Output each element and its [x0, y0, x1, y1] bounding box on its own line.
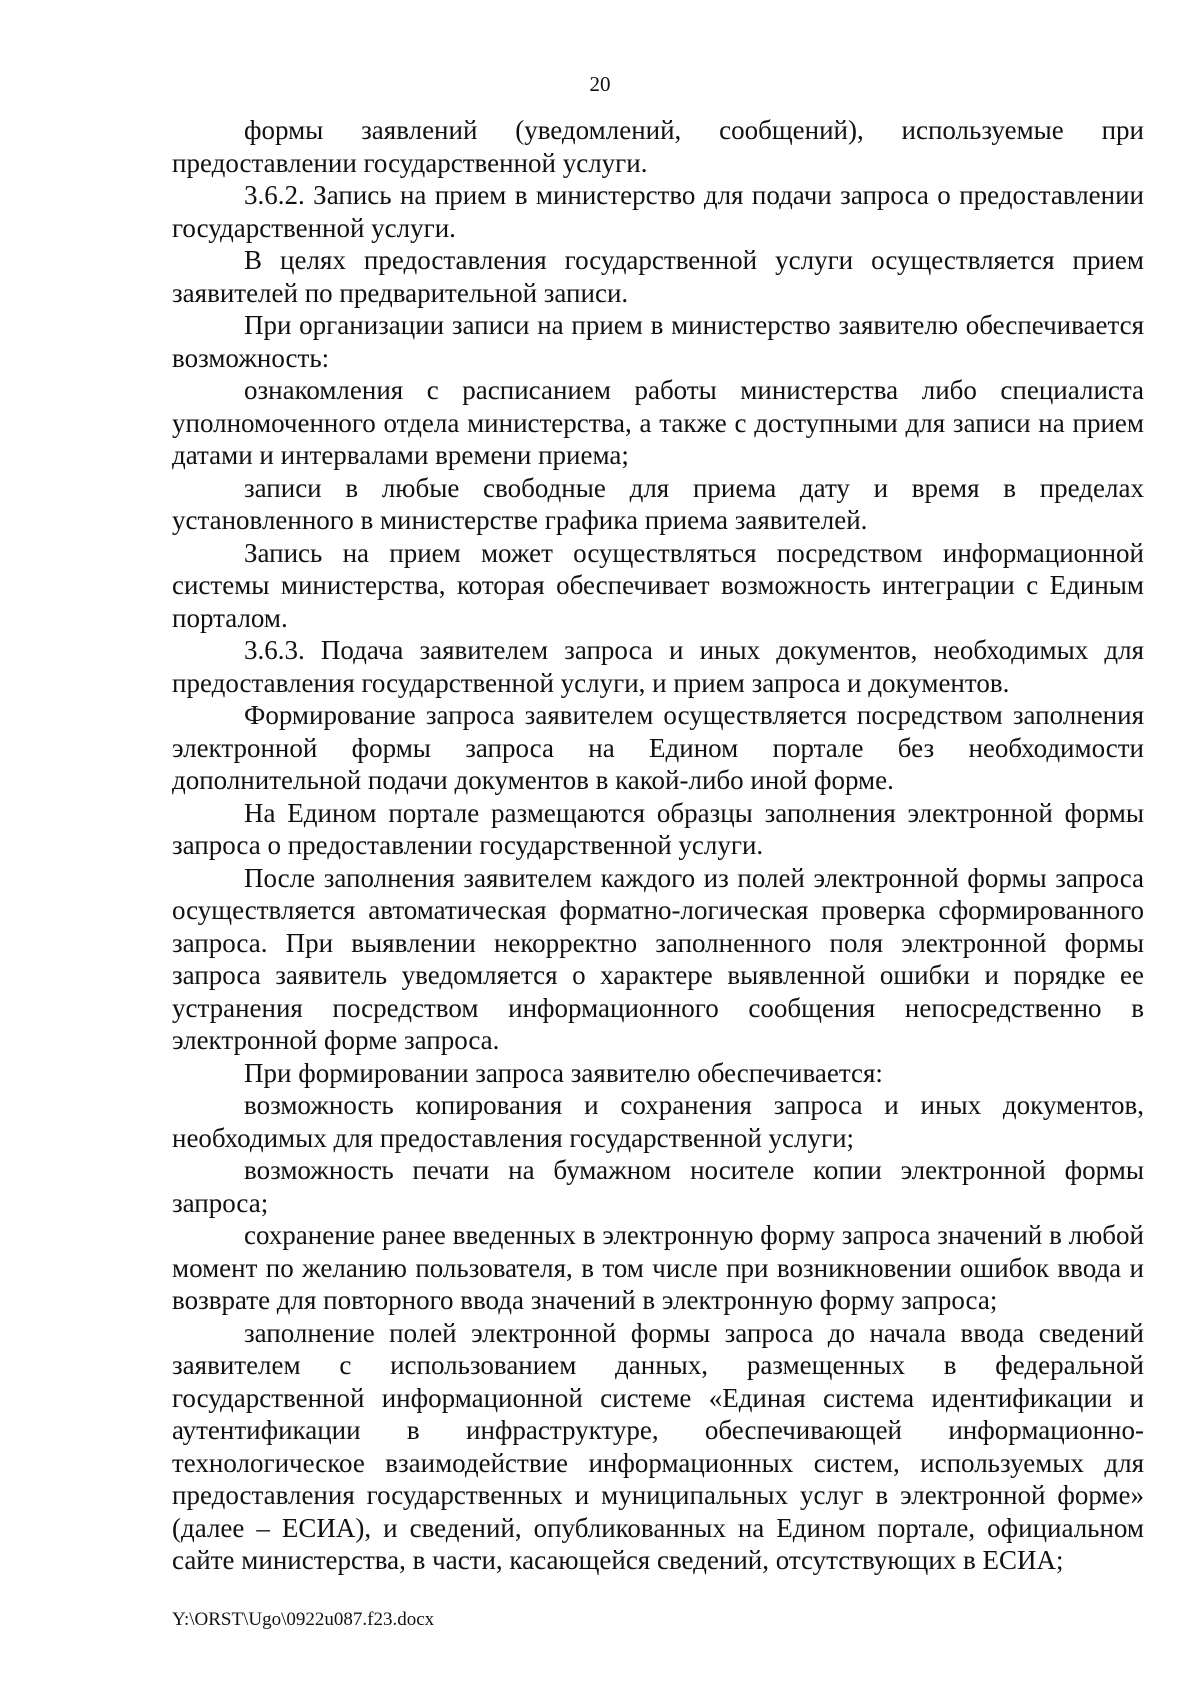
footer-file-path: Y:\ORST\Ugo\0922u087.f23.docx — [172, 1609, 435, 1630]
paragraph-free-slots: записи в любые свободные для приема дату и время в пределах установленного в министерстве графика приема заявителей. — [172, 472, 1144, 535]
paragraph-information-system: Запись на прием может осуществляться посредством информационной системы министерства, которая обеспечивает возможность интеграции с Единым порталом. — [172, 537, 1144, 633]
page-number: 20 — [589, 72, 611, 96]
paragraph-schedule-familiarization: ознакомления с расписанием работы министерства либо специалиста уполномоченного отдела министерства, а также с доступными для записи на прием датами и интервалами времени приема; — [172, 375, 1144, 470]
paragraph-booking-possibility: При организации записи на прием в министерство заявителю обеспечивается возможность: — [172, 310, 1144, 373]
paragraph-format-check: После заполнения заявителем каждого из полей электронной формы запроса осуществляется автоматическая форматно-логическая проверка сформированного запроса. При выявлении некорректно заполненного поля электронной формы запроса заявитель уведомляется о характере выявленной ошибки и порядке ее устранения посредством информационного сообщения непосредственно в электронной форме запроса. — [172, 862, 1144, 1055]
paragraph-provided-features: При формировании запроса заявителю обеспечивается: — [244, 1057, 883, 1088]
paragraph-3-6-3-heading: 3.6.3. Подача заявителем запроса и иных документов, необходимых для предоставления государственной услуги, и прием запроса и документов. — [172, 635, 1144, 698]
paragraph-save-values: сохранение ранее введенных в электронную форму запроса значений в любой момент по желанию пользователя, в том числе при возникновении ошибок ввода и возврате для повторного ввода значений в электронную форму запроса; — [172, 1220, 1144, 1315]
paragraph-print: возможность печати на бумажном носителе копии электронной формы запроса; — [172, 1155, 1144, 1218]
paragraph-application-forms: формы заявлений (уведомлений, сообщений), используемые при предоставлении государственной услуги. — [172, 115, 1144, 178]
paragraph-preliminary-booking: В целях предоставления государственной услуги осуществляется прием заявителей по предварительной записи. — [172, 245, 1144, 308]
paragraph-copy-save: возможность копирования и сохранения запроса и иных документов, необходимых для предоставления государственной услуги; — [172, 1090, 1144, 1153]
paragraph-3-6-2-heading: 3.6.2. Запись на прием в министерство для подачи запроса о предоставлении государственной услуги. — [172, 180, 1144, 243]
paragraph-form-samples: На Едином портале размещаются образцы заполнения электронной формы запроса о предоставлении государственной услуги. — [172, 797, 1144, 860]
paragraph-request-forming: Формирование запроса заявителем осуществляется посредством заполнения электронной формы запроса на Едином портале без необходимости дополнительной подачи документов в какой-либо иной форме. — [172, 700, 1144, 795]
paragraph-esia-prefill: заполнение полей электронной формы запроса до начала ввода сведений заявителем с использованием данных, размещенных в федеральной государственной информационной системе «Единая система идентификации и аутентификации в инфраструктуре, обеспечивающей информационно-технологическое взаимодействие информационных систем, используемых для предоставления государственных и муниципальных услуг в электронной форме» (далее – ЕСИА), и сведений, опубликованных на Едином портале, официальном сайте министерства, в части, касающейся сведений, отсутствующих в ЕСИА; — [172, 1317, 1144, 1575]
document-body — [172, 114, 1144, 1577]
